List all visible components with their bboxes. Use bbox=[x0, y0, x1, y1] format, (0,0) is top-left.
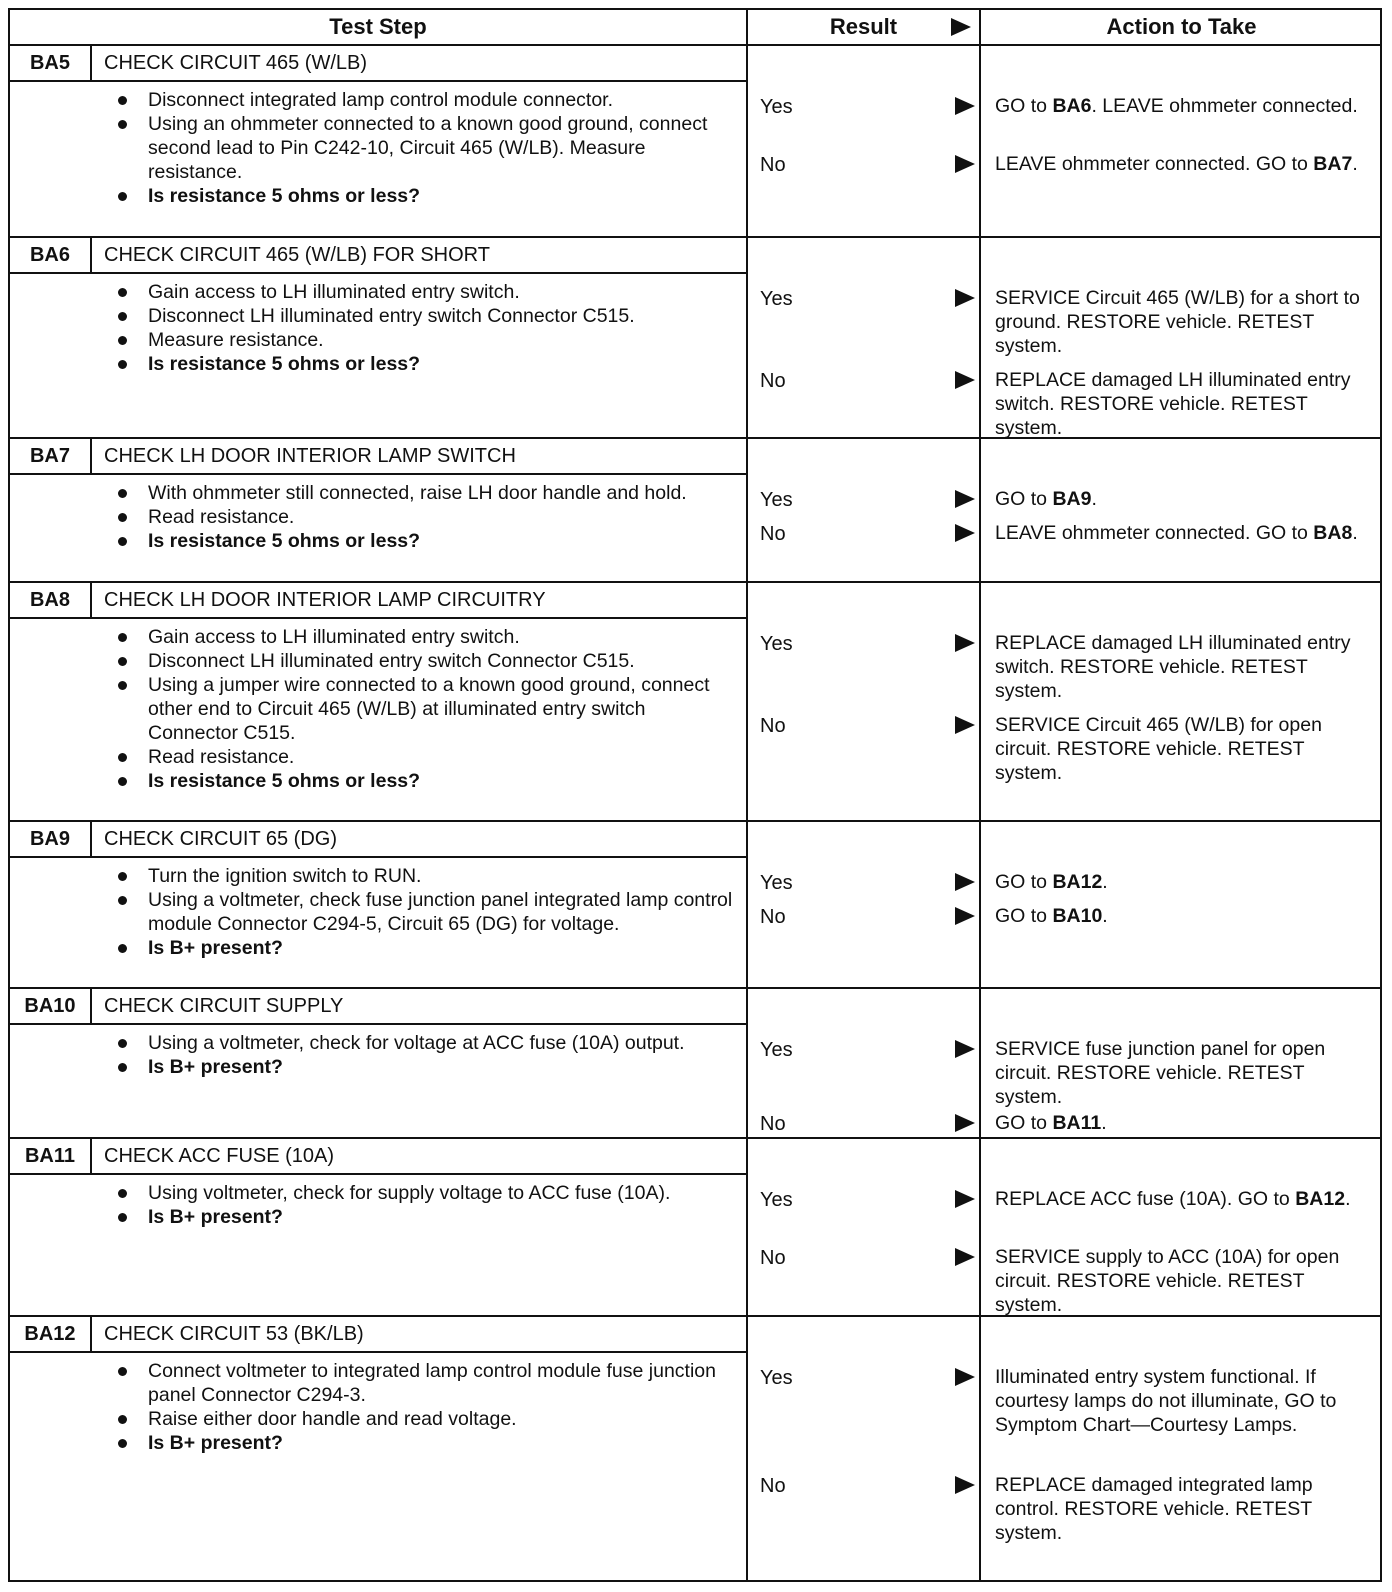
result-label: No bbox=[760, 523, 786, 545]
result-label: Yes bbox=[760, 288, 793, 310]
step-instructions bbox=[92, 858, 748, 989]
step-title: CHECK CIRCUIT 465 (W/LB) bbox=[92, 46, 748, 82]
action-text bbox=[995, 1245, 1375, 1317]
action-text-main: LEAVE ohmmeter connected. GO to bbox=[995, 153, 1314, 175]
arrow-right-icon bbox=[955, 1248, 975, 1266]
arrow-right-icon bbox=[955, 634, 975, 652]
step-code: BA9 bbox=[10, 822, 92, 858]
action-text bbox=[995, 631, 1375, 703]
step-title: CHECK CIRCUIT 65 (DG) bbox=[92, 822, 748, 858]
step-question: Is B+ present? bbox=[114, 936, 738, 960]
step-instructions bbox=[92, 82, 748, 238]
action-text-main: REPLACE ACC fuse (10A). GO to bbox=[995, 1188, 1296, 1210]
arrow-right-icon bbox=[955, 1190, 975, 1208]
action-text bbox=[995, 286, 1375, 358]
step-question: Is B+ present? bbox=[114, 1431, 738, 1455]
arrow-right-icon bbox=[955, 907, 975, 925]
step-title: CHECK CIRCUIT 53 (BK/LB) bbox=[92, 1317, 748, 1353]
step-instruction: Using a jumper wire connected to a known good ground, connect other end to Circuit 465 (W/LB) at illuminated entry switch Connector C515. bbox=[114, 673, 738, 745]
step-question: Is resistance 5 ohms or less? bbox=[114, 184, 738, 208]
step-instruction: Raise either door handle and read voltage. bbox=[114, 1407, 738, 1431]
table-row bbox=[10, 46, 1380, 238]
step-instruction: Turn the ignition switch to RUN. bbox=[114, 864, 738, 888]
action-text-main: LEAVE ohmmeter connected. GO to bbox=[995, 522, 1314, 544]
table-row bbox=[10, 238, 1380, 439]
arrow-right-icon bbox=[955, 716, 975, 734]
step-instruction: Using a voltmeter, check fuse junction panel integrated lamp control module Connector C294-5, Circuit 65 (DG) for voltage. bbox=[114, 888, 738, 936]
action-text-main: GO to bbox=[995, 905, 1053, 927]
action-text bbox=[995, 94, 1375, 118]
step-reference-link: BA10 bbox=[1052, 905, 1103, 927]
step-title: CHECK LH DOOR INTERIOR LAMP CIRCUITRY bbox=[92, 583, 748, 619]
step-instructions bbox=[92, 475, 748, 583]
action-text-tail: . LEAVE ohmmeter connected. bbox=[1091, 95, 1358, 117]
result-label: Yes bbox=[760, 1367, 793, 1389]
action-text-main: Illuminated entry system functional. If courtesy lamps do not illuminate, GO to Symptom Chart—Courtesy Lamps. bbox=[995, 1366, 1337, 1436]
action-text-tail: . bbox=[1352, 153, 1358, 175]
step-instruction: Disconnect LH illuminated entry switch Connector C515. bbox=[114, 304, 738, 328]
table-row bbox=[10, 1317, 1380, 1582]
action-text-tail: . bbox=[1102, 905, 1108, 927]
action-text-main: REPLACE damaged integrated lamp control. RESTORE vehicle. RETEST system. bbox=[995, 1474, 1313, 1544]
step-instructions bbox=[92, 1353, 748, 1582]
table-row bbox=[10, 989, 1380, 1139]
step-code: BA8 bbox=[10, 583, 92, 619]
step-instruction: Read resistance. bbox=[114, 505, 738, 529]
arrow-right-icon bbox=[955, 371, 975, 389]
action-text-main: REPLACE damaged LH illuminated entry switch. RESTORE vehicle. RETEST system. bbox=[995, 369, 1351, 439]
result-label: No bbox=[760, 906, 786, 928]
result-column bbox=[748, 439, 981, 581]
step-instruction: Gain access to LH illuminated entry switch. bbox=[114, 280, 738, 304]
result-label: No bbox=[760, 370, 786, 392]
step-reference-link: BA12 bbox=[1295, 1188, 1346, 1210]
step-question: Is resistance 5 ohms or less? bbox=[114, 352, 738, 376]
action-column bbox=[981, 989, 1380, 1137]
action-text bbox=[995, 713, 1375, 785]
action-text bbox=[995, 487, 1375, 511]
action-text-tail: . bbox=[1102, 871, 1108, 893]
step-instruction: Read resistance. bbox=[114, 745, 738, 769]
step-instruction: Disconnect integrated lamp control module connector. bbox=[114, 88, 738, 112]
result-column bbox=[748, 46, 981, 236]
action-text bbox=[995, 368, 1375, 440]
step-reference-link: BA12 bbox=[1052, 871, 1103, 893]
step-code: BA12 bbox=[10, 1317, 92, 1353]
table-row bbox=[10, 822, 1380, 989]
step-code: BA6 bbox=[10, 238, 92, 274]
step-instructions bbox=[92, 619, 748, 822]
step-instruction: Using a voltmeter, check for voltage at ACC fuse (10A) output. bbox=[114, 1031, 738, 1055]
action-text-main: REPLACE damaged LH illuminated entry switch. RESTORE vehicle. RETEST system. bbox=[995, 632, 1351, 702]
header-result-label: Result bbox=[829, 14, 898, 39]
result-label: Yes bbox=[760, 96, 793, 118]
action-text bbox=[995, 1111, 1375, 1135]
action-text-main: GO to bbox=[995, 95, 1053, 117]
action-text-tail: . bbox=[1101, 1112, 1107, 1134]
step-title: CHECK LH DOOR INTERIOR LAMP SWITCH bbox=[92, 439, 748, 475]
action-text-tail: . bbox=[1091, 488, 1097, 510]
action-text-main: GO to bbox=[995, 871, 1053, 893]
action-text-main: GO to bbox=[995, 1112, 1053, 1134]
step-title: CHECK ACC FUSE (10A) bbox=[92, 1139, 748, 1175]
step-instruction: Gain access to LH illuminated entry switch. bbox=[114, 625, 738, 649]
step-code: BA10 bbox=[10, 989, 92, 1025]
action-text-tail: . bbox=[1345, 1188, 1351, 1210]
step-code: BA7 bbox=[10, 439, 92, 475]
step-reference-link: BA7 bbox=[1313, 153, 1353, 175]
action-text bbox=[995, 904, 1375, 928]
action-text-main: SERVICE fuse junction panel for open circuit. RESTORE vehicle. RETEST system. bbox=[995, 1038, 1326, 1108]
step-instruction: Using voltmeter, check for supply voltage to ACC fuse (10A). bbox=[114, 1181, 738, 1205]
arrow-right-icon bbox=[955, 1040, 975, 1058]
table-row bbox=[10, 439, 1380, 583]
diagnostic-table bbox=[8, 8, 1382, 1582]
action-text bbox=[995, 1037, 1375, 1109]
step-reference-link: BA11 bbox=[1052, 1112, 1102, 1134]
step-instructions bbox=[92, 1175, 748, 1317]
result-label: No bbox=[760, 1113, 786, 1135]
arrow-right-icon bbox=[955, 1476, 975, 1494]
action-text bbox=[995, 870, 1375, 894]
arrow-right-icon bbox=[955, 1368, 975, 1386]
step-instructions bbox=[92, 274, 748, 439]
step-code: BA11 bbox=[10, 1139, 92, 1175]
result-column bbox=[748, 822, 981, 987]
action-column bbox=[981, 1139, 1380, 1315]
step-question: Is B+ present? bbox=[114, 1205, 738, 1229]
step-instruction: Disconnect LH illuminated entry switch Connector C515. bbox=[114, 649, 738, 673]
step-title: CHECK CIRCUIT 465 (W/LB) FOR SHORT bbox=[92, 238, 748, 274]
result-column bbox=[748, 238, 981, 437]
action-column bbox=[981, 46, 1380, 236]
result-column bbox=[748, 1317, 981, 1582]
step-instruction: Using an ohmmeter connected to a known good ground, connect second lead to Pin C242-10, Circuit 465 (W/LB). Measure resistance. bbox=[114, 112, 738, 184]
step-reference-link: BA9 bbox=[1052, 488, 1092, 510]
action-text bbox=[995, 152, 1375, 176]
action-column bbox=[981, 822, 1380, 987]
action-column bbox=[981, 238, 1380, 437]
step-instruction: Measure resistance. bbox=[114, 328, 738, 352]
action-text-main: GO to bbox=[995, 488, 1053, 510]
arrow-right-icon bbox=[955, 97, 975, 115]
result-label: No bbox=[760, 715, 786, 737]
action-text bbox=[995, 1365, 1375, 1437]
result-label: No bbox=[760, 154, 786, 176]
step-title: CHECK CIRCUIT SUPPLY bbox=[92, 989, 748, 1025]
step-question: Is resistance 5 ohms or less? bbox=[114, 769, 738, 793]
result-column bbox=[748, 1139, 981, 1315]
result-label: No bbox=[760, 1247, 786, 1269]
table-row bbox=[10, 1139, 1380, 1317]
action-text-tail: . bbox=[1352, 522, 1358, 544]
arrow-right-icon bbox=[955, 873, 975, 891]
result-label: Yes bbox=[760, 489, 793, 511]
action-text-main: SERVICE supply to ACC (10A) for open circuit. RESTORE vehicle. RETEST system. bbox=[995, 1246, 1340, 1316]
result-label: Yes bbox=[760, 872, 793, 894]
arrow-right-icon bbox=[955, 524, 975, 542]
header-result bbox=[748, 10, 981, 46]
arrow-right-icon bbox=[955, 1114, 975, 1132]
header-action: Action to Take bbox=[981, 10, 1382, 46]
result-label: Yes bbox=[760, 1189, 793, 1211]
result-label: Yes bbox=[760, 1039, 793, 1061]
action-column bbox=[981, 439, 1380, 581]
action-text-main: SERVICE Circuit 465 (W/LB) for a short to ground. RESTORE vehicle. RETEST system. bbox=[995, 287, 1360, 357]
action-column bbox=[981, 583, 1380, 820]
arrow-right-icon bbox=[951, 18, 971, 36]
action-text-main: SERVICE Circuit 465 (W/LB) for open circuit. RESTORE vehicle. RETEST system. bbox=[995, 714, 1322, 784]
step-question: Is B+ present? bbox=[114, 1055, 738, 1079]
action-text bbox=[995, 521, 1375, 545]
action-text bbox=[995, 1473, 1375, 1545]
step-reference-link: BA6 bbox=[1052, 95, 1092, 117]
result-label: Yes bbox=[760, 633, 793, 655]
result-column bbox=[748, 989, 981, 1137]
step-reference-link: BA8 bbox=[1313, 522, 1353, 544]
arrow-right-icon bbox=[955, 289, 975, 307]
step-instruction: With ohmmeter still connected, raise LH door handle and hold. bbox=[114, 481, 738, 505]
step-instructions bbox=[92, 1025, 748, 1139]
step-question: Is resistance 5 ohms or less? bbox=[114, 529, 738, 553]
action-column bbox=[981, 1317, 1380, 1582]
result-label: No bbox=[760, 1475, 786, 1497]
table-row bbox=[10, 583, 1380, 822]
result-column bbox=[748, 583, 981, 820]
step-instruction: Connect voltmeter to integrated lamp control module fuse junction panel Connector C294-3. bbox=[114, 1359, 738, 1407]
action-text bbox=[995, 1187, 1375, 1211]
arrow-right-icon bbox=[955, 155, 975, 173]
step-code: BA5 bbox=[10, 46, 92, 82]
header-test-step: Test Step bbox=[10, 10, 748, 46]
arrow-right-icon bbox=[955, 490, 975, 508]
